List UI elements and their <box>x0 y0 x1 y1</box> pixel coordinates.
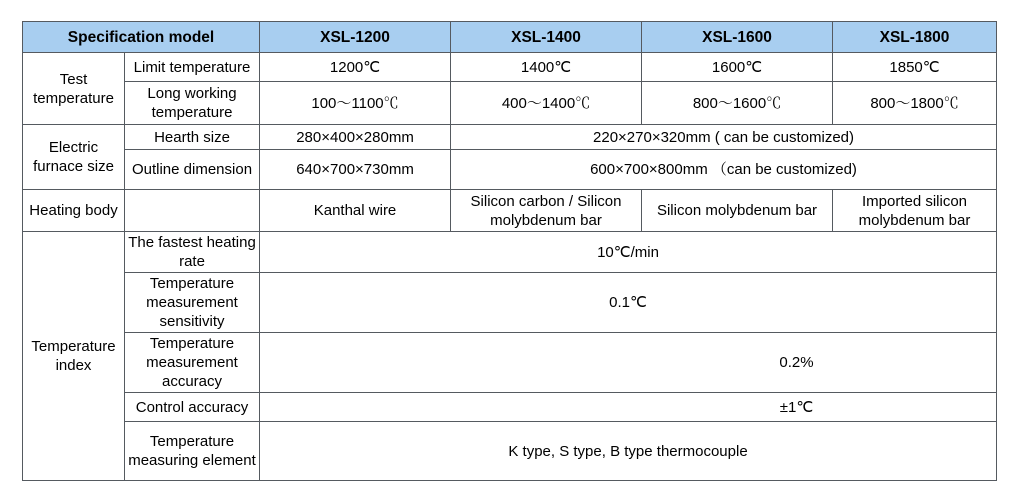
heating-body-xsl-1600: Silicon molybdenum bar <box>642 190 833 232</box>
model-header-xsl-1400: XSL-1400 <box>451 22 642 53</box>
table-row <box>23 232 997 273</box>
limit-temperature-xsl-1400: 1400℃ <box>451 53 642 82</box>
table-row <box>23 393 997 422</box>
heating-body-xsl-1200: Kanthal wire <box>260 190 451 232</box>
table-row <box>23 273 997 333</box>
table-row <box>23 150 997 190</box>
outline-dimension-label: Outline dimension <box>125 150 260 190</box>
heating-body-label: Heating body <box>23 190 125 232</box>
hearth-size-label: Hearth size <box>125 125 260 150</box>
heating-body-xsl-1400: Silicon carbon / Silicon molybdenum bar <box>451 190 642 232</box>
heating-body-xsl-1800: Imported silicon molybdenum bar <box>833 190 997 232</box>
sensitivity-value: 0.1℃ <box>260 273 997 333</box>
control-accuracy-label: Control accuracy <box>125 393 260 422</box>
specification-table <box>22 21 997 481</box>
heating-rate-value: 10℃/min <box>260 232 997 273</box>
working-temperature-xsl-1200: 100～1100℃ <box>260 82 451 125</box>
limit-temperature-label: Limit temperature <box>125 53 260 82</box>
spec-model-header: Specification model <box>23 22 260 53</box>
long-working-temperature-label: Long working temperature <box>125 82 260 125</box>
model-header-xsl-1800: XSL-1800 <box>833 22 997 53</box>
table-row <box>23 333 997 393</box>
working-temperature-xsl-1800: 800～1800℃ <box>833 82 997 125</box>
working-temperature-xsl-1600: 800～1600℃ <box>642 82 833 125</box>
measuring-element-label: Temperature measuring element <box>125 422 260 481</box>
header-row <box>23 22 997 53</box>
temperature-index-label: Temperature index <box>23 232 125 481</box>
hearth-size-xsl-1200: 280×400×280mm <box>260 125 451 150</box>
heating-rate-label: The fastest heating rate <box>125 232 260 273</box>
limit-temperature-xsl-1600: 1600℃ <box>642 53 833 82</box>
table-row <box>23 82 997 125</box>
control-accuracy-value: ±1℃ <box>260 393 997 422</box>
limit-temperature-xsl-1800: 1850℃ <box>833 53 997 82</box>
table-row <box>23 422 997 481</box>
sensitivity-label: Temperature measurement sensitivity <box>125 273 260 333</box>
outline-dimension-others: 600×700×800mm （can be customized) <box>451 150 997 190</box>
table-row <box>23 53 997 82</box>
table-row <box>23 190 997 232</box>
model-header-xsl-1200: XSL-1200 <box>260 22 451 53</box>
measuring-element-value: K type, S type, B type thermocouple <box>260 422 997 481</box>
test-temperature-label: Test temperature <box>23 53 125 125</box>
furnace-size-label: Electric furnace size <box>23 125 125 190</box>
model-header-xsl-1600: XSL-1600 <box>642 22 833 53</box>
table-row <box>23 125 997 150</box>
accuracy-value: 0.2% <box>260 333 997 393</box>
hearth-size-others: 220×270×320mm ( can be customized) <box>451 125 997 150</box>
limit-temperature-xsl-1200: 1200℃ <box>260 53 451 82</box>
heating-body-empty-cell <box>125 190 260 232</box>
accuracy-label: Temperature measurement accuracy <box>125 333 260 393</box>
working-temperature-xsl-1400: 400～1400℃ <box>451 82 642 125</box>
outline-dimension-xsl-1200: 640×700×730mm <box>260 150 451 190</box>
